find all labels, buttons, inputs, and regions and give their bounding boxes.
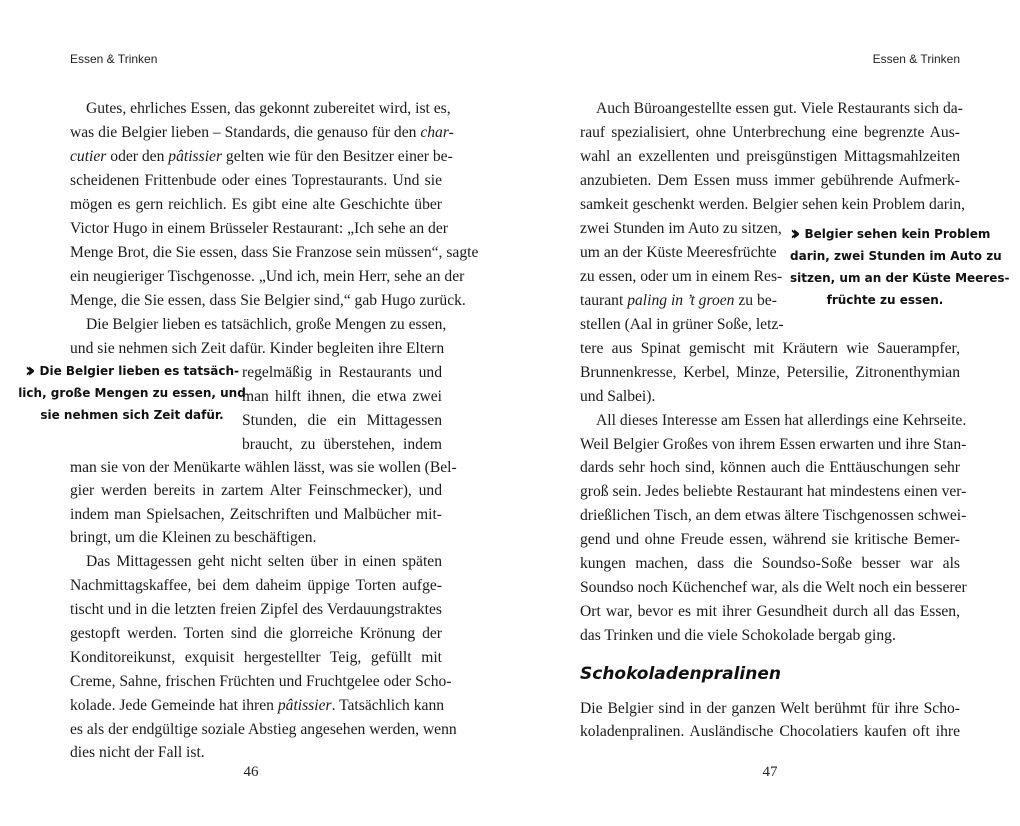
- double-chevron-icon: ››: [790, 221, 795, 245]
- pull-quote-line: ›› Die Belgier lieben es tatsäch-: [25, 358, 239, 382]
- text-line: Weil Belgier Großes von ihrem Essen erwarten und ihre Stan-: [580, 436, 967, 453]
- text-line: das Trinken und die viele Schokolade bergab ging.: [580, 627, 896, 644]
- text-line: Die Belgier lieben es tatsächlich, große Mengen zu essen,: [86, 316, 447, 333]
- text-line: taurant paling in ’t groen zu be-: [580, 292, 777, 309]
- text-line: man sie von der Menükarte wählen lässt, was sie wollen (Bel-: [70, 459, 457, 476]
- page-number-right: 47: [762, 764, 778, 780]
- text-line: samkeit geschenkt werden. Belgier sehen kein Problem darin,: [580, 196, 965, 213]
- text-line: dards sehr hoch sind, können auch die Enttäuschungen sehr: [580, 459, 960, 476]
- text-line: um an der Küste Meeresfrüchte: [580, 244, 777, 261]
- pull-quote-line: sitzen, um an der Küste Meeres-: [790, 271, 1010, 285]
- pull-quote-right: [790, 221, 1010, 311]
- text-line: dies nicht der Fall ist.: [70, 744, 205, 761]
- text-line: Gutes, ehrliches Essen, das gekonnt zubereitet wird, ist es,: [86, 100, 451, 117]
- text-line: kolade. Jede Gemeinde hat ihren pâtissier. Tatsächlich kann: [70, 697, 445, 714]
- pull-quote-line: früchte zu essen.: [826, 293, 944, 307]
- text-line: regelmäßig in Restaurants und: [242, 364, 442, 381]
- text-line: braucht, zu überstehen, indem: [242, 436, 442, 453]
- text-line: kungen machen, dass die Soundso-Soße besser war als: [580, 555, 960, 572]
- text-line: anzubieten. Dem Essen muss immer gebührende Aufmerk-: [580, 172, 960, 189]
- double-chevron-icon: ››: [25, 358, 30, 382]
- page-number-left: 46: [243, 764, 259, 780]
- text-line: Die Belgier sind in der ganzen Welt berühmt für ihre Scho-: [580, 700, 960, 717]
- text-line: drießlichen Tisch, an dem etwas ältere Tischgenossen schwei-: [580, 507, 967, 524]
- text-line: Creme, Sahne, frischen Früchten und Fruchtgelee oder Scho-: [70, 673, 452, 690]
- text-line: Auch Büroangestellte essen gut. Viele Restaurants sich da-: [596, 100, 963, 117]
- section-heading: Schokoladenpralinen: [580, 664, 781, 684]
- text-line: bringt, um die Kleinen zu beschäftigen.: [70, 529, 317, 546]
- text-line: Stunden, die ein Mittagessen: [242, 412, 442, 429]
- pull-quote-left: [14, 360, 250, 426]
- text-line: wahl an exzellenten und preisgünstigen Mittagsmahlzeiten: [580, 148, 960, 165]
- text-line: man hilft ihnen, die etwa zwei: [242, 388, 442, 405]
- text-line: rauf spezialisiert, ohne Unterbrechung eine begrenzte Aus-: [580, 124, 960, 141]
- text-line: Soundso noch Küchenchef war, als die Welt noch ein besserer: [580, 579, 967, 596]
- text-line: was die Belgier lieben – Standards, die genauso für den char-: [70, 124, 454, 141]
- text-line: zu essen, oder um in einem Res-: [580, 268, 783, 285]
- pull-quote-line: ›› Belgier sehen kein Problem: [790, 221, 991, 245]
- text-line: Konditoreikunst, exquisit hergestellter Teig, gefüllt mit: [70, 649, 442, 666]
- pull-quote-line: sie nehmen sich Zeit dafür.: [40, 408, 224, 422]
- running-head-right: Essen & Trinken: [872, 52, 960, 66]
- text-line: mögen es gern reichlich. Es gibt eine alte Geschichte über: [70, 196, 442, 213]
- text-line: und sie nehmen sich Zeit dafür. Kinder begleiten ihre Eltern: [70, 340, 445, 357]
- text-line: tischt und in die letzten freien Zipfel des Verdauungstraktes: [70, 601, 442, 618]
- text-line: Nachmittagskaffee, bei dem daheim üppige Torten aufge-: [70, 577, 442, 594]
- text-line: koladenpralinen. Ausländische Chocolatiers kaufen oft ihre: [580, 723, 960, 740]
- text-line: Victor Hugo in einem Brüsseler Restaurant: „Ich sehe an der: [70, 220, 448, 237]
- pull-quote-line: darin, zwei Stunden im Auto zu: [790, 249, 1002, 263]
- text-line: Ort war, bevor es mit ihrer Gesundheit durch all das Essen,: [580, 603, 960, 620]
- text-line: gier werden bereits in zartem Alter Feinschmecker), und: [70, 482, 442, 499]
- text-line: es als der endgültige soziale Abstieg angesehen werden, wenn: [70, 721, 457, 738]
- text-line: scheidenen Frittenbude oder eines Toprestaurants. Und sie: [70, 172, 442, 189]
- text-line: stellen (Aal in grüner Soße, letz-: [580, 316, 784, 333]
- text-line: All dieses Interesse am Essen hat allerdings eine Kehrseite.: [596, 412, 967, 429]
- text-line: Menge Brot, die Sie essen, dass Sie Franzose sein müssen“, sagte: [70, 244, 479, 261]
- text-line: ein neugieriger Tischgenosse. „Und ich, mein Herr, sehe an der: [70, 268, 465, 285]
- text-line: zwei Stunden im Auto zu sitzen,: [580, 220, 782, 237]
- text-line: tere aus Spinat gemischt mit Kräutern wie Sauerampfer,: [580, 340, 960, 357]
- right-page: [510, 0, 1020, 826]
- text-line: indem man Spielsachen, Zeitschriften und Malbücher mit-: [70, 506, 442, 523]
- pull-quote-line: lich, große Mengen zu essen, und: [18, 386, 246, 400]
- text-line: und Salbei).: [580, 388, 656, 405]
- text-line: cutier oder den pâtissier gelten wie für den Besitzer einer be-: [70, 148, 453, 165]
- text-line: groß sein. Jedes beliebte Restaurant hat mindestens einen ver-: [580, 483, 967, 500]
- text-line: gestopft werden. Torten sind die glorreiche Krönung der: [70, 625, 442, 642]
- running-head-left: Essen & Trinken: [70, 52, 158, 66]
- text-line: Das Mittagessen geht nicht selten über in einen späten: [86, 553, 442, 570]
- text-line: Menge, die Sie essen, dass Sie Belgier sind,“ gab Hugo zurück.: [70, 292, 466, 309]
- text-line: gend und ohne Freude essen, während sie kritische Bemer-: [580, 531, 960, 548]
- text-line: Brunnenkresse, Kerbel, Minze, Petersilie, Zitronenthymian: [580, 364, 960, 381]
